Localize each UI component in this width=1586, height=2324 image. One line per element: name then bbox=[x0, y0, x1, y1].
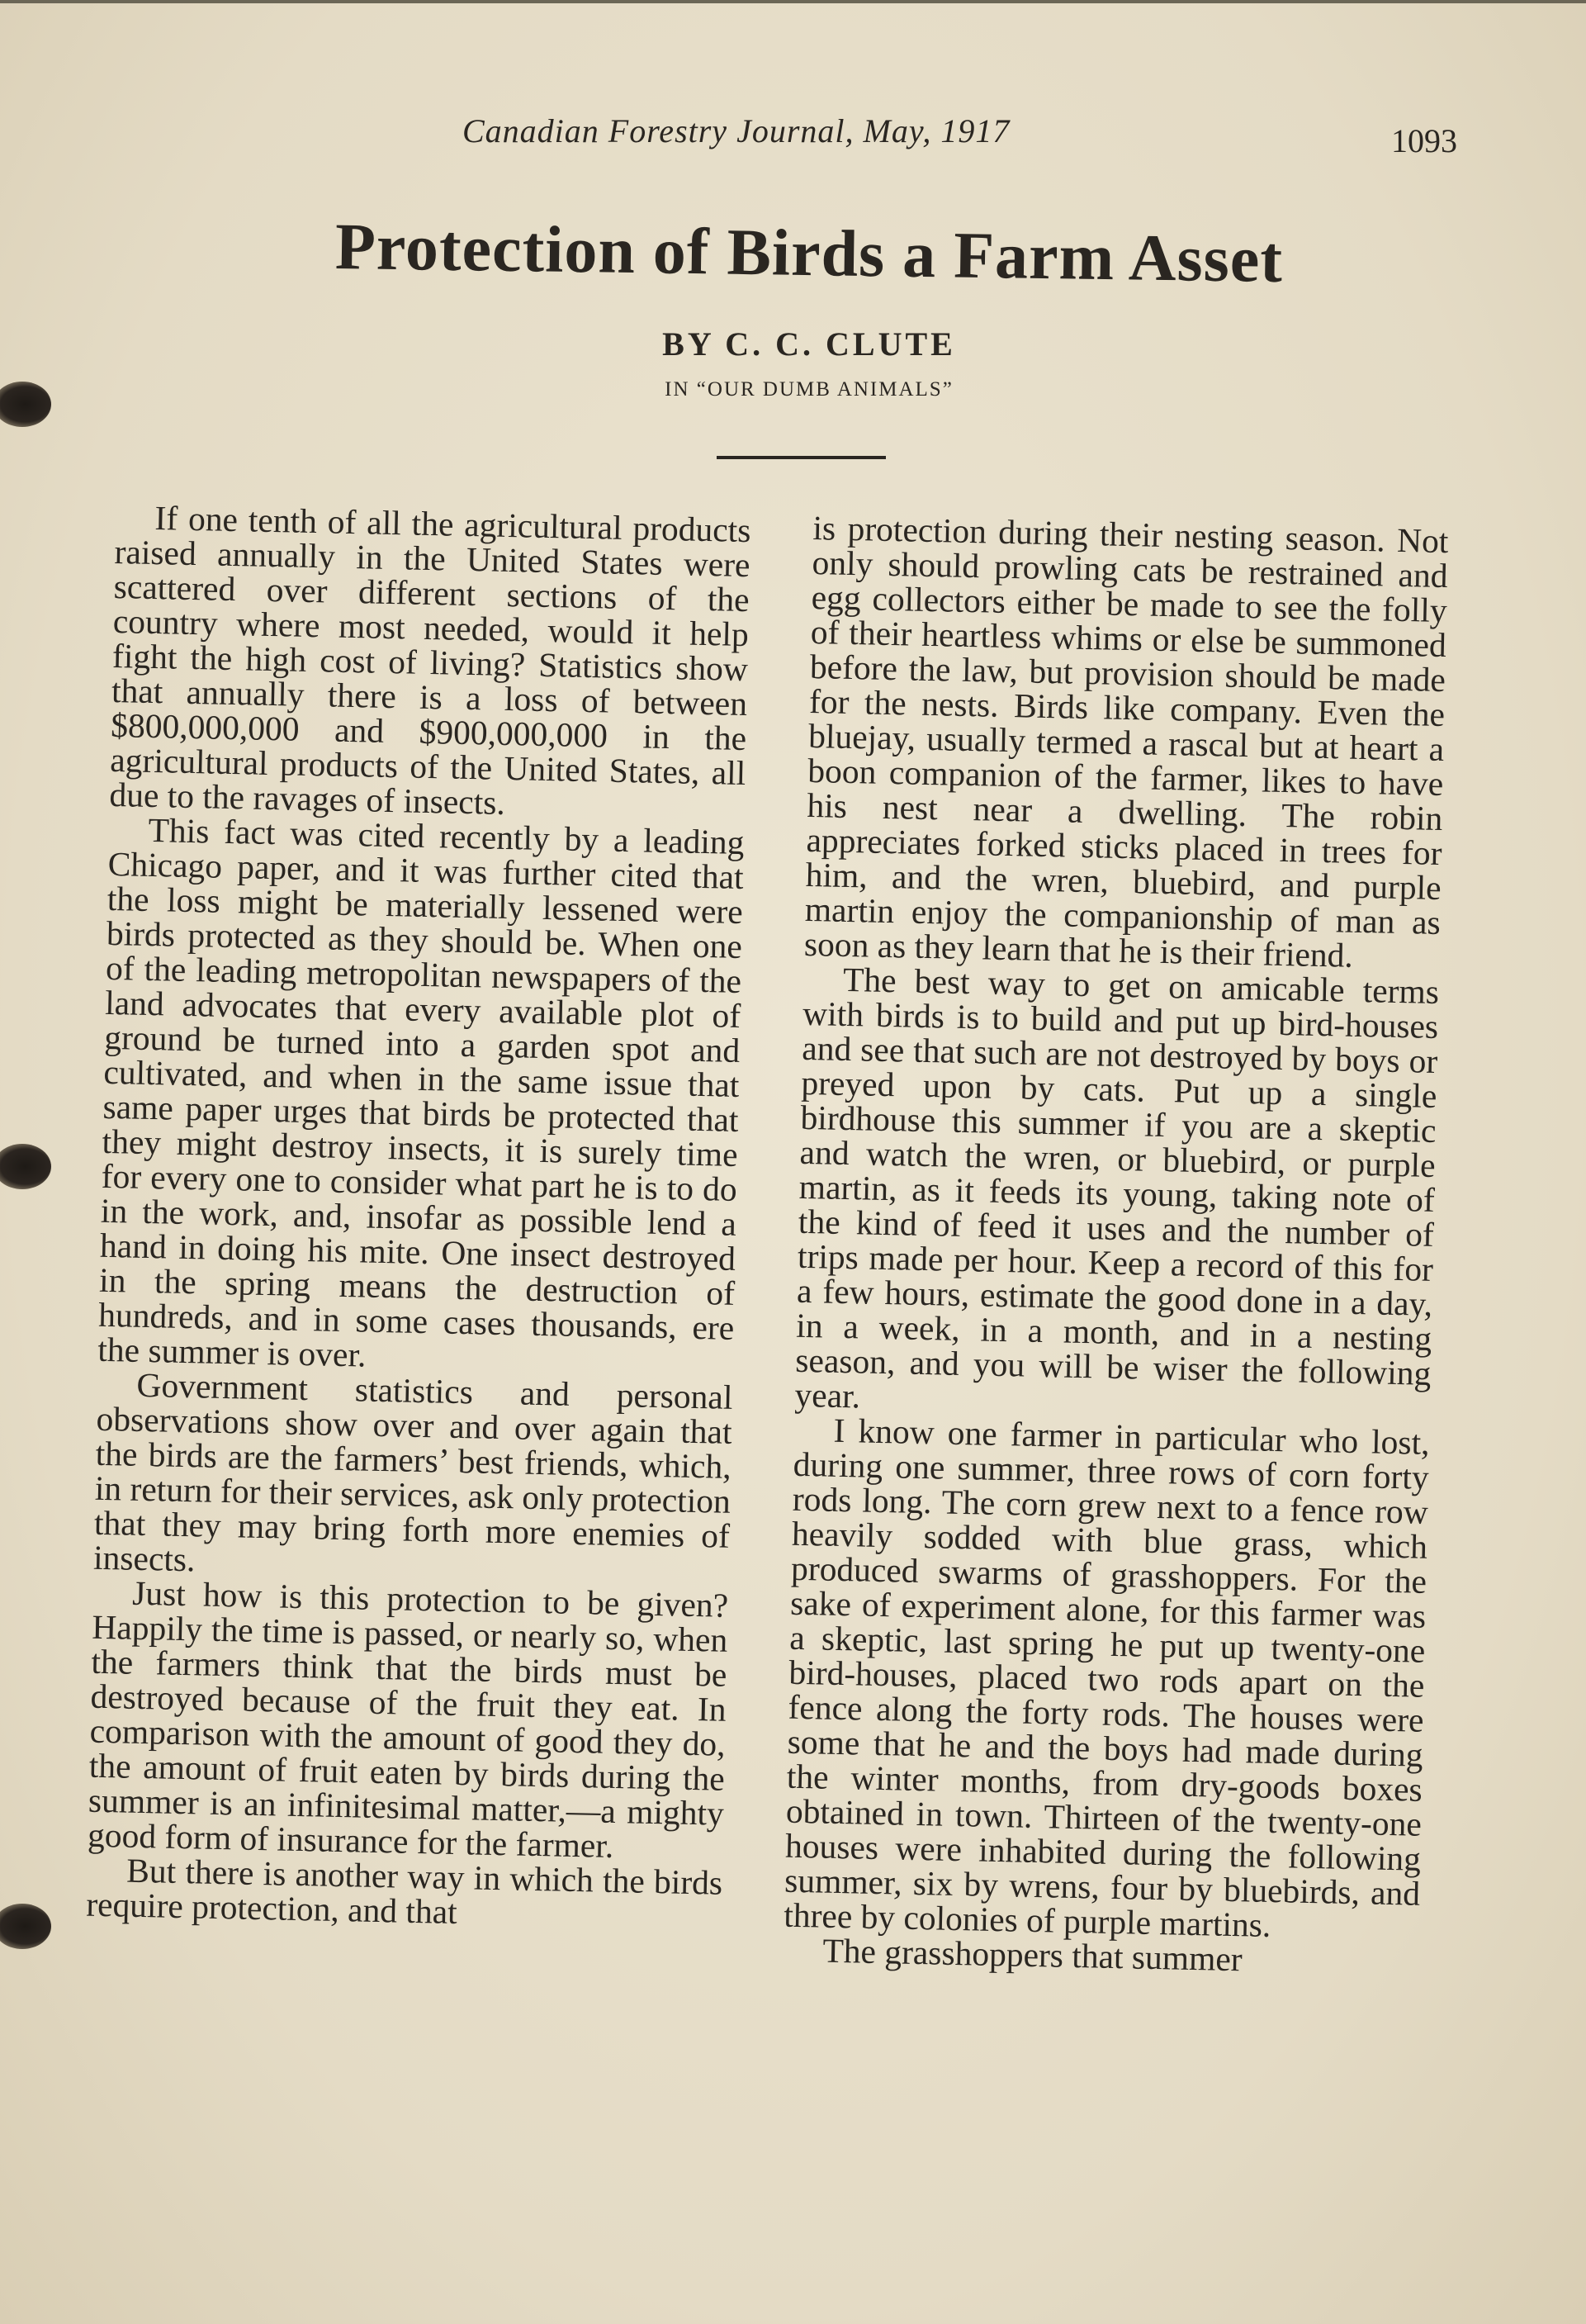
right-column bbox=[783, 510, 1449, 1980]
paragraph: This fact was cited recently by a leading Chicago paper, and it was further cited that the loss might be materially lessened were birds protected as they should be. When one of the leading metropolitan newspapers of the land advocates that every available plot of ground be turned into a garden spot and cultivated, and when in the same issue that same paper urges that birds be protected that they might destroy insects, it is surely time for every one to consider what part he is to do in the work, and, insofar as possible lend a hand in doing his mite. One insect destroyed in the spring means the destruction of hundreds, and in some cases thousands, ere the summer is over. bbox=[97, 810, 745, 1374]
paragraph: But there is another way in which the birds require protection, and that bbox=[85, 1851, 723, 1932]
paragraph: If one tenth of all the agricultural products raised annually in the United States were scattered over different sections of the country where most needed, would it help fight the high cost of living? Statistics show that annually there is a loss of between $800,000,000 and $900,000,000 in the agricultural products of the United States, all due to the ravages of insects. bbox=[109, 499, 751, 822]
running-head: Canadian Forestry Journal, May, 1917 bbox=[462, 112, 1011, 149]
article-title: Protection of Birds a Farm Asset bbox=[334, 210, 1284, 297]
paragraph: Just how is this protection to be given? Happily the time is passed, or nearly so, when the farmers think that the birds must be destroyed because of the fruit they eat. In comparison with the amount of good they do, the amount of fruit eaten by birds during the summer is an infinitesimal matter,—a mighty good form of insurance for the farmer. bbox=[87, 1573, 729, 1865]
article-source: IN “OUR DUMB ANIMALS” bbox=[665, 378, 954, 401]
paragraph-continued: is protection during their nesting season. Not only should prowling cats be restrained and egg collectors either be made to see the folly of their heartless whims or else be summoned before the law, but provision should be made for the nests. Birds like company. Even the bluejay, usually termed a rascal but at heart a boon companion of the farmer, likes to have his nest near a dwelling. The robin appreciates forked sticks placed in trees for him, and the wren, bluebird, and purple martin enjoy the companionship of man as soon as they learn that he is their friend. bbox=[803, 509, 1449, 975]
page-number: 1093 bbox=[1391, 122, 1457, 159]
page-header bbox=[462, 111, 1478, 169]
paragraph: I know one farmer in particular who lost, during one summer, three rows of corn forty rods long. The corn grew next to a fence row heavily sodded with blue grass, which produced swarms of grasshoppers. For the sake of experiment alone, for this farmer was a skeptic, last spring he put up twenty-one bird-houses, placed two rods apart on the fence along the forty rods. The houses were some that he and the boys had made during the winter months, from dry-goods boxes obtained in town. Thirteen of the twenty-one houses were inhabited during the following summer, six by wrens, four by bluebirds, and three by colonies of purple martins. bbox=[783, 1411, 1431, 1944]
left-column bbox=[86, 500, 751, 1935]
paragraph: The best way to get on amicable terms with birds is to build and put up bird-houses and see that such are not destroyed by boys or preyed upon by cats. Put up a single birdhouse this summer if you are a skeptic and watch the wren, or bluebird, or purple martin, as it feeds its young, taking note of the kind of feed it uses and the number of trips made per hour. Keep a record of this for a few hours, estimate the good done in a day, in a week, in a month, and in a nesting season, and you will be wiser the following year. bbox=[794, 960, 1440, 1416]
top-edge-line bbox=[0, 0, 1586, 3]
paragraph: The grasshoppers that summer bbox=[822, 1931, 1243, 1979]
title-divider bbox=[717, 456, 886, 459]
article-byline: BY C. C. CLUTE bbox=[662, 325, 956, 363]
paragraph: Government statistics and personal observations show over and over again that the birds are the farmers’ best friends, which, in return for their services, ask only protection that they may bring forth more enemies of insects. bbox=[92, 1365, 733, 1579]
